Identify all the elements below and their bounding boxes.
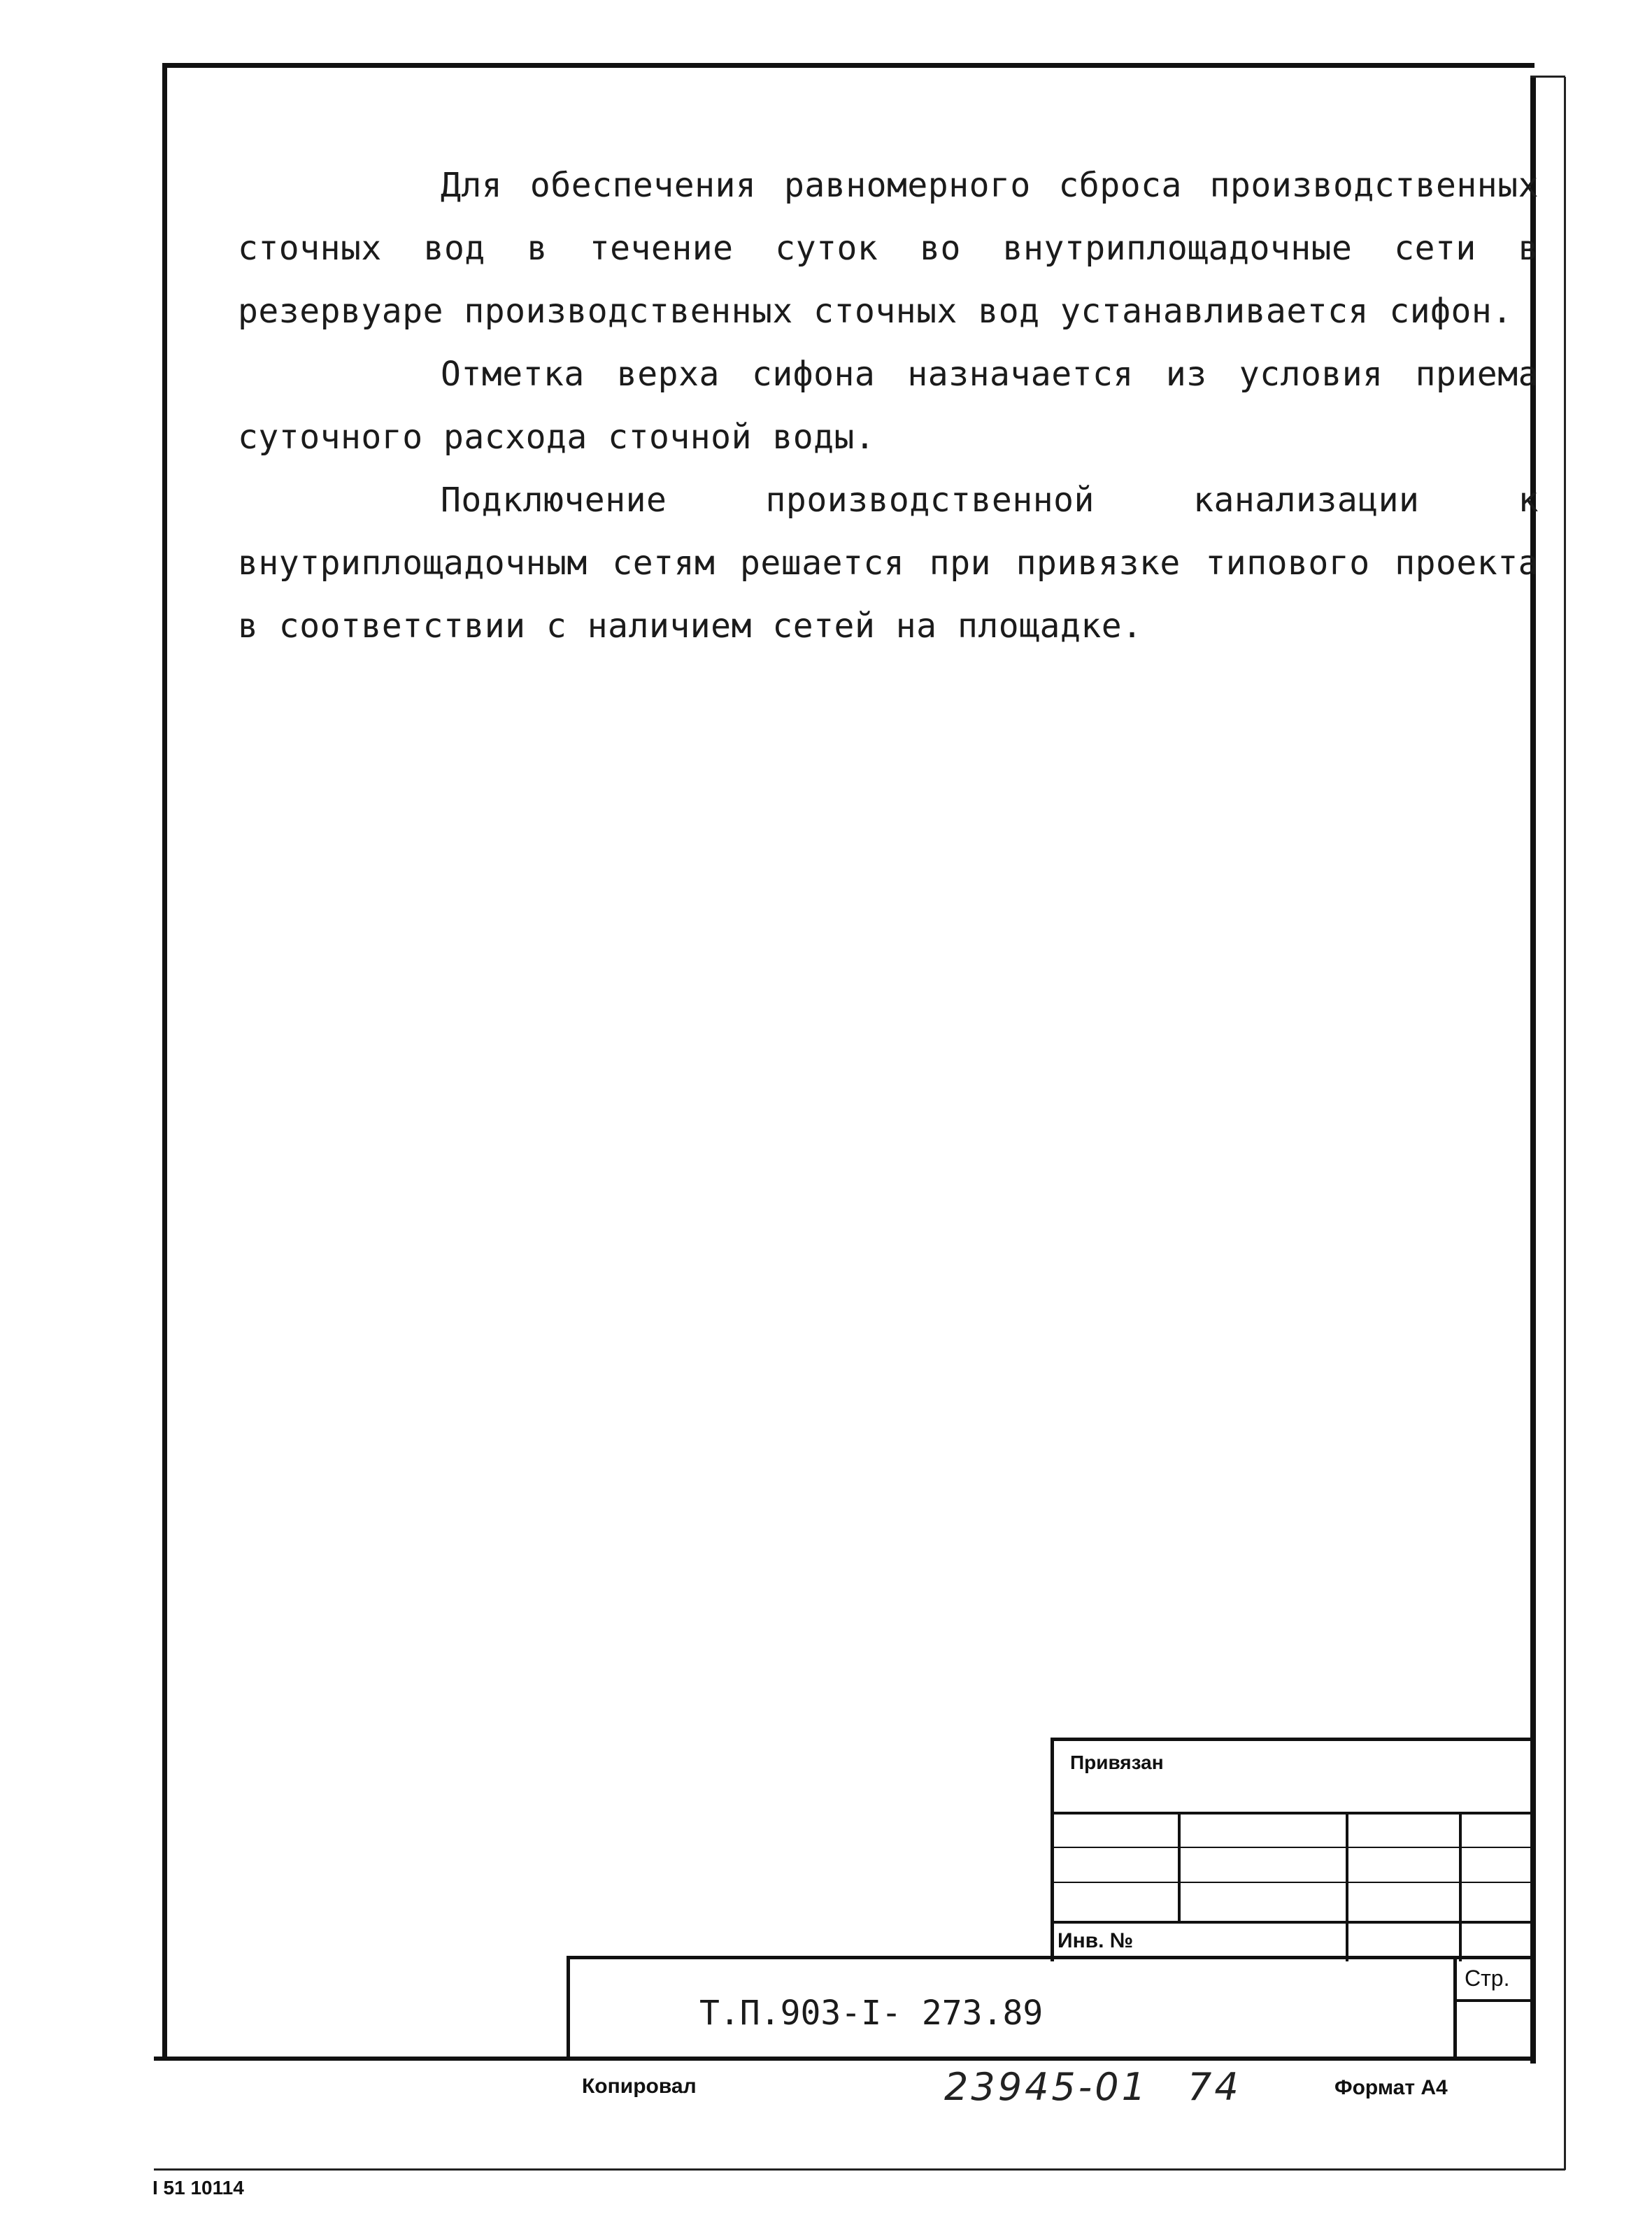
tb-col-2 (1346, 1812, 1348, 1961)
tb-row-1 (1052, 1812, 1534, 1814)
code-box-top (568, 1956, 1534, 1959)
format-label: Формат А4 (1334, 2076, 1448, 2099)
paragraph-3: Подключение производственной канализации к внутриплощадочным сетям решается при привязке типового проекта в соответствии с наличием сетей на площадке. (238, 481, 1539, 646)
page-label: Стр. (1465, 1966, 1510, 1991)
handwritten-page: 74 (1188, 2065, 1241, 2109)
main-text (238, 154, 1539, 658)
paragraph-1: Для обеспечения равномерного сброса производственных сточных вод в течение суток во внутриплощадочные сети в резервуаре производственных сточных вод устанавливается сифон. (238, 166, 1539, 331)
tb-row-2 (1052, 1847, 1534, 1848)
handwritten-number: 23945-01 (944, 2065, 1148, 2109)
code-box-right (1453, 1956, 1457, 2061)
privyazan-label: Привязан (1070, 1752, 1164, 1773)
copied-label: Копировал (582, 2075, 697, 2098)
paragraph-2: Отметка верха сифона назначается из условия приема суточного расхода сточной воды. (238, 355, 1539, 457)
tb-col-1 (1178, 1812, 1181, 1921)
tb-col-3 (1459, 1812, 1462, 1961)
page-cell-divider (1455, 1999, 1534, 2002)
tb-left-line (1051, 1738, 1054, 1961)
code-box-left (567, 1956, 570, 2061)
tb-row-4 (1052, 1921, 1534, 1924)
frame-bottom-outer-edge (154, 2168, 1565, 2171)
frame-top-right-edge (1530, 76, 1565, 78)
tb-top-line (1052, 1738, 1534, 1741)
document-code: Т.П.903-I- 273.89 (699, 1994, 1044, 2033)
inv-no-label: Инв. № (1058, 1929, 1134, 1952)
print-code: I 51 10114 (152, 2177, 244, 2199)
tb-row-3 (1052, 1882, 1534, 1883)
frame-bottom-line (154, 2057, 1536, 2061)
frame-outer-right-edge (1564, 77, 1566, 2170)
